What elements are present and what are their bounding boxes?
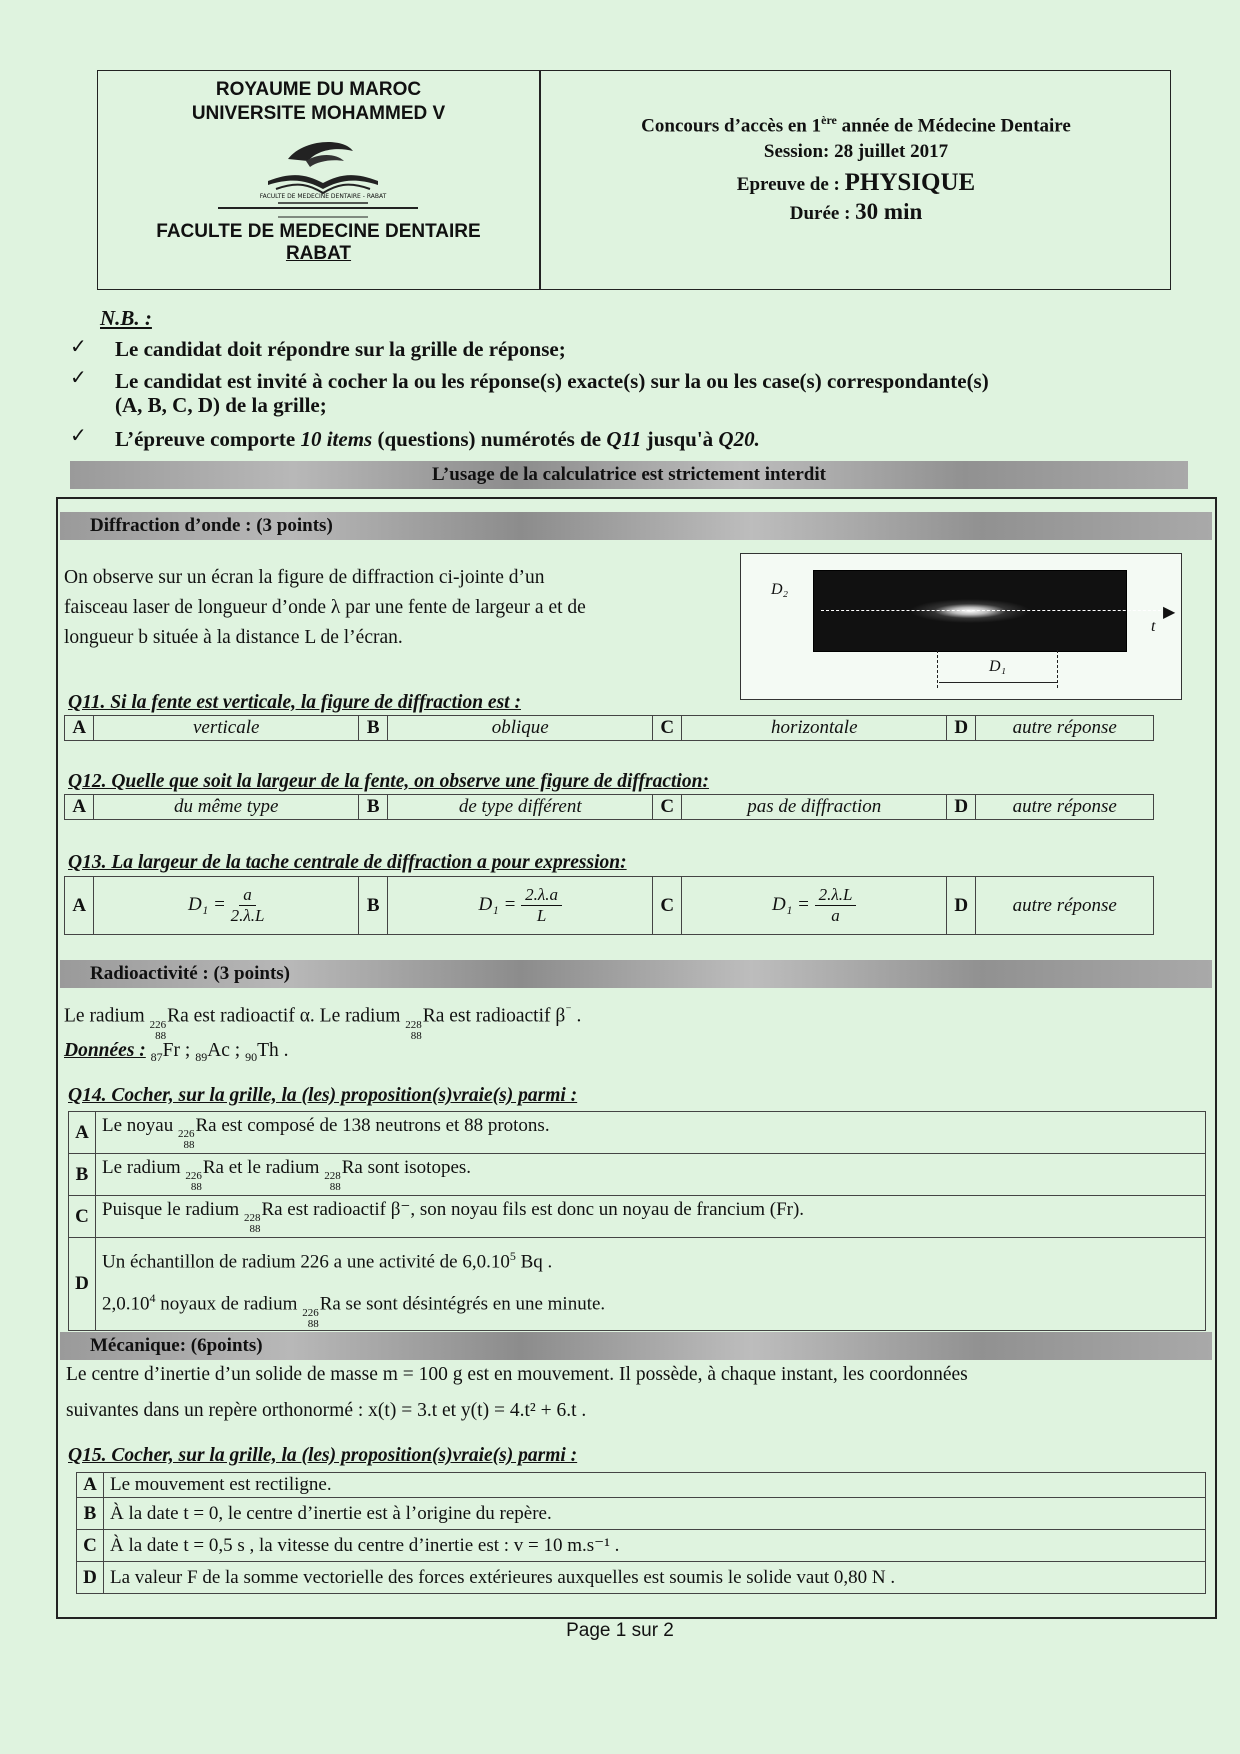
radio-statement: Le radium 226 88 Ra est radioactif α. Le radium 228 88 Ra est radioactif β⁻ . [64,1003,582,1042]
q13-options: A D₁ = $\frac{a}{2.\lambda.L}$ B D₁ = $\frac{2.\lambda.a}{L}$ C D₁ = $\frac{2.\lambda.L}{a}$ D autre réponse [64,876,1154,935]
q12-title: Q12. Quelle que soit la largeur de la fente, on observe une figure de diffraction: [68,771,709,792]
q14-option-b: Le radium 226 88 Ra et le radium 228 88 Ra sont isotopes. [96,1154,1206,1196]
q11-options: A verticale B oblique C horizontale D autre réponse [64,715,1154,741]
section-diffraction-title: Diffraction d’onde : (3 points) [60,512,1212,540]
kingdom-title: ROYAUME DU MAROC [215,79,422,100]
q12-option-d: autre réponse [976,795,1154,820]
q14-title: Q14. Cocher, sur la grille, la (les) proposition(s)vraie(s) parmi : [68,1085,578,1106]
q11-option-a: verticale [94,716,359,741]
exam-subject: Epreuve de : PHYSIQUE [736,169,976,196]
logo-caption: FACULTE DE MEDECINE DENTAIRE - RABAT [259,193,387,200]
q15-option-c: À la date t = 0,5 s , la vitesse du centre d’inertie est : v = 10 m.s⁻¹ . [104,1530,1206,1562]
exam-title: Concours d’accès en 1ère année de Médecine Dentaire [641,113,1071,137]
mechanics-statement: Le centre d’inertie d’un solide de masse m = 100 g est en mouvement. Il possède, à chaque instant, les coordonnées suivantes dans un repère orthonormé : x(t) = 3.t et y(t) = 4.t² + 6.t . [66,1364,968,1421]
fig-dash-right [1057,650,1059,688]
fig-label-d2: D₂ [771,581,789,598]
nb-item-2: Le candidat est invité à cocher la ou les réponse(s) exacte(s) sur la ou les case(s) correspondante(s) [115,369,989,393]
q13-option-a: D₁ = $\frac{a}{2.\lambda.L}$ [94,877,359,935]
q11-option-b: oblique [388,716,653,741]
q14-option-c: Puisque le radium 228 88 Ra est radioactif β⁻, son noyau fils est donc un noyau de francium (Fr). [96,1196,1206,1238]
faculty-name: FACULTE DE MEDECINE DENTAIRE [156,221,481,242]
nb-item-2b: (A, B, C, D) de la grille; [115,393,327,417]
exam-duration: Durée : 30 min [789,199,923,224]
q12-options: A du même type B de type différent C pas de diffraction D autre réponse [64,794,1154,820]
nb-title: N.B. : [100,306,152,330]
fig-arrow: ▶ [1163,604,1176,621]
diffraction-figure [740,553,1182,700]
q15-option-d: La valeur F de la somme vectorielle des forces extérieures auxquelles est soumis le solide vaut 0,80 N . [104,1562,1206,1594]
logo-underline [218,207,418,209]
q15-options: A Le mouvement est rectiligne. B À la date t = 0, le centre d’inertie est à l’origine du repère. C À la date t = 0,5 s , la vitesse du centre d’inertie est : v = 10 m.s⁻¹ . D La valeur F de la somme vectorielle des forces extérieures auxquelles est soumis le solide vaut 0,80 N . [76,1472,1206,1594]
calculator-banner: L’usage de la calculatrice est strictement interdit [70,461,1188,489]
page-footer: Page 1 sur 2 [566,1620,674,1641]
q12-option-c: pas de diffraction [682,795,947,820]
radio-data: Données : $_{87}$Fr ; $_{89}$Ac ; $_{90}$Th . [64,1040,289,1064]
faculty-city: RABAT [285,243,352,264]
q13-option-c: D₁ = $\frac{2.\lambda.L}{a}$ [682,877,947,935]
section-radioactivity-title: Radioactivité : (3 points) [60,960,1212,988]
q14-option-d: Un échantillon de radium 226 a une activité de 6,0.10$^5$ Bq . 2,0.10$^4$ noyaux de radium 226 88 Ra se sont désintégrés en une minute. [96,1238,1206,1331]
exam-session: Session: 28 juillet 2017 [763,141,949,162]
q12-option-b: de type différent [388,795,653,820]
q11-option-d: autre réponse [976,716,1154,741]
q14-option-a: Le noyau 226 88 Ra est composé de 138 neutrons et 88 protons. [96,1112,1206,1154]
q13-title: Q13. La largeur de la tache centrale de diffraction a pour expression: [68,852,627,873]
nb-item-3: L’épreuve comporte 10 items (questions) numérotés de Q11 jusqu'à Q20. [115,427,760,451]
q14-options: A Le noyau 226 88 Ra est composé de 138 neutrons et 88 protons. B Le radium 226 88 Ra et le radium 228 88 Ra sont isotopes. C Puisque le radium 228 88 Ra est radioactif β⁻, son noyau fils est donc un noyau de francium (Fr). D Un échantillon de radium 226 a une activité de 6,0.10$^5$ Bq . 2,0.10$^4$ noyaux de radium 226 88 Ra se sont désintégrés en une minute. [68,1111,1206,1331]
q13-option-b: D₁ = $\frac{2.\lambda.a}{L}$ [388,877,653,935]
fig-d1-arrow [939,682,1057,683]
section-mechanics-title: Mécanique: (6points) [60,1332,1212,1360]
q15-option-b: À la date t = 0, le centre d’inertie est à l’origine du repère. [104,1498,1206,1530]
q15-title: Q15. Cocher, sur la grille, la (les) proposition(s)vraie(s) parmi : [68,1445,578,1466]
header-box [97,70,1171,290]
diffraction-pattern [813,570,1127,652]
check-icon: ✓ [70,423,87,447]
nb-item-1: Le candidat doit répondre sur la grille de réponse; [115,337,566,361]
diffraction-intro: On observe sur un écran la figure de diffraction ci-jointe d’un faisceau laser de longueur d’onde λ par une fente de largeur a et de longueur b située à la distance L de l’écran. [64,567,586,648]
fig-label-d1: D₁ [989,658,1007,675]
q11-title: Q11. Si la fente est verticale, la figure de diffraction est : [68,692,521,713]
fig-axis-t [821,610,1171,611]
check-icon: ✓ [70,334,87,358]
q11-option-c: horizontale [682,716,947,741]
check-icon: ✓ [70,365,87,389]
q15-option-a: Le mouvement est rectiligne. [104,1473,1206,1498]
q13-option-d: autre réponse [976,877,1154,935]
q12-option-a: du même type [94,795,359,820]
fig-label-t: t [1151,618,1156,635]
university-title: UNIVERSITE MOHAMMED V [191,103,446,124]
